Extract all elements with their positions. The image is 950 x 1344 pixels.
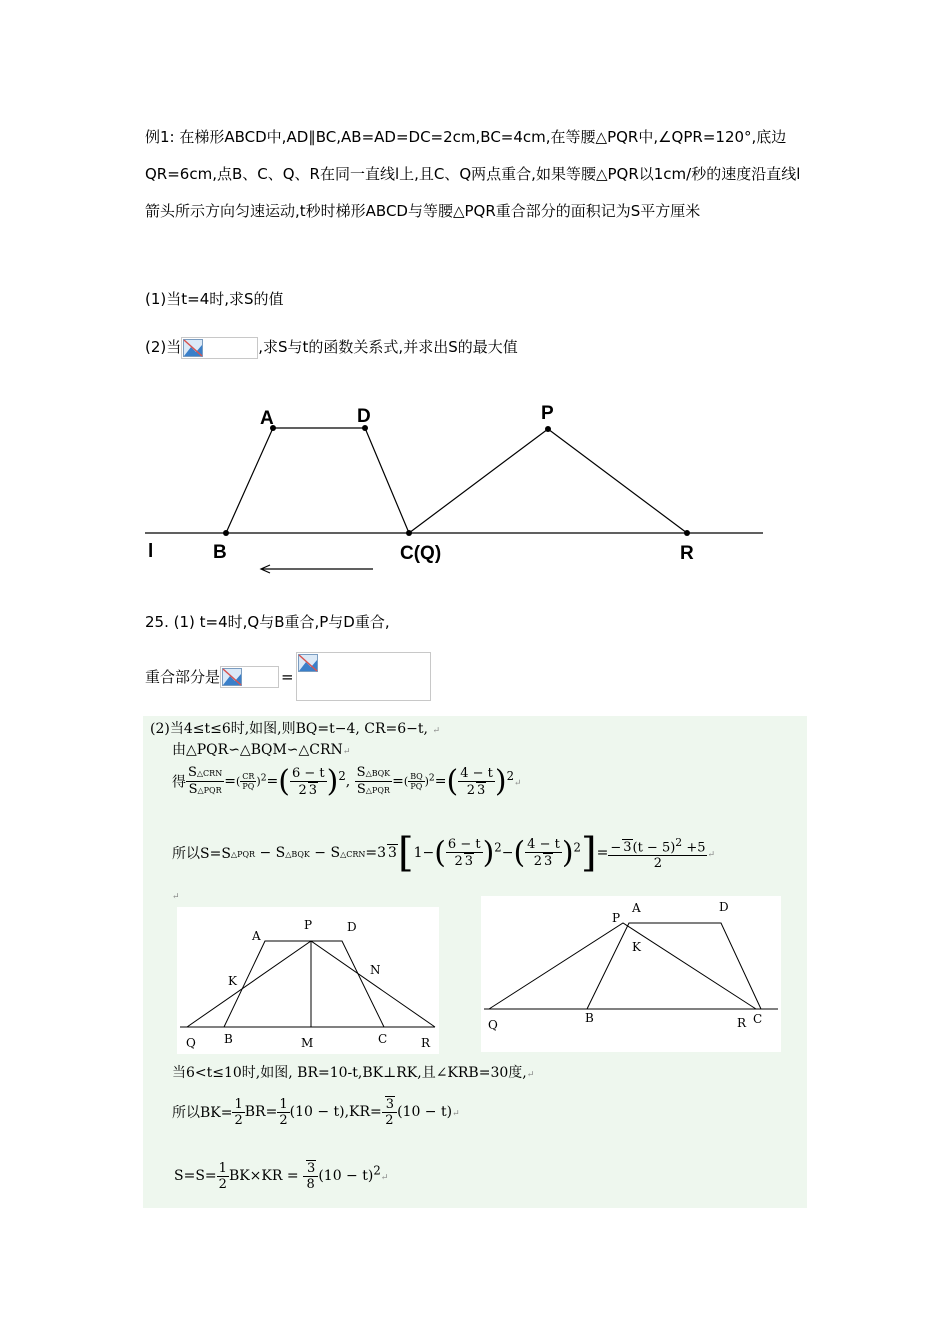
so-bk-text: 所以BK= bbox=[172, 1105, 233, 1121]
s-eq-text: S=S= bbox=[174, 1168, 217, 1184]
fig3-label-p: P bbox=[612, 911, 621, 925]
vertices bbox=[223, 425, 690, 536]
label-p: P bbox=[541, 403, 554, 424]
trapezoid-abcd bbox=[226, 428, 409, 533]
overlap-prefix: 重合部分是 bbox=[145, 668, 221, 686]
fig3-label-b: B bbox=[585, 1011, 594, 1025]
fig2-label-q: Q bbox=[186, 1036, 196, 1050]
formula-s-line: 所以S=S△PQR − S△BQK − S△CRN=3 3[1−( $\frac{6 - t}{2 3}$ )$^2$−( $\frac{4 - t}{2 3}$ )$^2$]= $\frac{- 3(t - 5)^2 +5}{2}$ ↵ bbox=[172, 830, 716, 876]
equals-sign: = bbox=[281, 667, 294, 686]
paragraph-mark-icon: ↵ bbox=[432, 726, 440, 736]
q2-suffix: ,求S与t的函数关系式,并求出S的最大值 bbox=[258, 338, 518, 356]
formula-ratio-line: 得 $\frac{\text{S△CRN}}{\text{S△PQR}}$ =( $\frac{CR}{PQ}$ )$^2$=( $\frac{6 - t}{2 3}$ )$^2$, $\frac{\text{S△BQK}}{\text{S△PQR}}$ =( $\frac{BQ}{PQ}$ )$^2$=( $\frac{4 - t}{2 3}$ )$^2$↵ bbox=[172, 764, 522, 799]
frac-s-ratio-1: $\frac{\text{S△CRN}}{\text{S△PQR}}$ bbox=[188, 765, 223, 797]
paragraph-mark-icon: ↵ bbox=[452, 1109, 460, 1119]
paragraph-mark-icon: ↵ bbox=[172, 892, 180, 902]
problem-intro: 例1: 在梯形ABCD中,AD∥BC,AB=AD=DC=2cm,BC=4cm,在等腰△PQR中,∠QPR=120°,底边QR=6cm,点B、C、Q、R在同一直线l上,且C、Q两点重合,如果等腰△PQR以1cm/秒的速度沿直线l箭头所示方向匀速运动,t秒时梯形ABCD与等腰△PQR重合部分的面积记为S平方厘米 bbox=[145, 128, 801, 220]
paragraph-mark-icon: ↵ bbox=[707, 850, 716, 860]
label-cq: C(Q) bbox=[400, 543, 442, 564]
label-l: l bbox=[148, 541, 154, 562]
formula-s-final: S=S= $\frac{1}{2}$ BK×KR = $\frac{3}{8}$ $(10 - t)^2↵$ bbox=[174, 1160, 389, 1192]
green-line-2 bbox=[172, 739, 350, 759]
fig3-label-k: K bbox=[632, 940, 641, 954]
green-line-2-text: 由△PQR∽△BQM∽△CRN bbox=[172, 742, 343, 758]
label-a: A bbox=[260, 408, 274, 429]
paragraph-mark-icon: ↵ bbox=[514, 778, 522, 789]
question-1: (1)当t=4时,求S的值 bbox=[145, 290, 284, 308]
so-s-text: 所以S=S bbox=[172, 846, 231, 862]
green-line-1 bbox=[150, 718, 440, 738]
formula-bk-line: 所以BK= $\frac{1}{2}$ BR= $\frac{1}{2}$ (10 − t),KR= $\frac{3}{2}$ (10 − t)↵ bbox=[172, 1096, 460, 1128]
fig3-label-q: Q bbox=[488, 1018, 498, 1032]
frac-s-ratio-2: $\frac{\text{S△BQK}}{\text{S△PQR}}$ bbox=[356, 765, 391, 797]
figure-case-6-10 bbox=[481, 896, 781, 1052]
fig3-label-c: C bbox=[753, 1012, 763, 1026]
image-icon bbox=[183, 339, 203, 357]
paragraph-mark-icon: ↵ bbox=[380, 1173, 389, 1183]
green-line-5 bbox=[172, 1062, 534, 1082]
fig2-label-a: A bbox=[252, 929, 261, 943]
comma: , bbox=[345, 773, 351, 790]
fig2-label-m: M bbox=[301, 1036, 314, 1050]
image-icon bbox=[298, 654, 318, 672]
triangle-pqr bbox=[409, 429, 687, 533]
fig2-label-p: P bbox=[304, 918, 313, 932]
broken-image-placeholder bbox=[181, 337, 258, 359]
paragraph-mark-icon: ↵ bbox=[342, 747, 351, 757]
green-line-5-text: 当6<t≤10时,如图, BR=10-t,BK⊥RK,且∠KRB=30度, bbox=[172, 1065, 527, 1081]
fig2-label-b: B bbox=[224, 1032, 233, 1046]
broken-image-placeholder-3 bbox=[296, 652, 431, 701]
paragraph-mark-icon: ↵ bbox=[526, 1070, 535, 1080]
broken-image-placeholder-2 bbox=[220, 666, 279, 688]
figure-case-4-6 bbox=[177, 907, 439, 1054]
fig3-label-a: A bbox=[632, 901, 641, 915]
label-b: B bbox=[213, 542, 227, 563]
fig2-label-k: K bbox=[228, 974, 237, 988]
q2-prefix: (2)当 bbox=[145, 338, 182, 356]
green-line-1-text: (2)当4≤t≤6时,如图,则BQ=t−4, CR=6−t, bbox=[150, 721, 428, 737]
image-icon bbox=[222, 668, 242, 686]
fig3-label-r: R bbox=[737, 1016, 747, 1030]
fig2-label-n: N bbox=[370, 963, 381, 977]
question-2 bbox=[145, 336, 518, 359]
fig2-label-d: D bbox=[347, 920, 357, 934]
label-d: D bbox=[357, 406, 371, 427]
de-text: 得 bbox=[172, 774, 186, 791]
fig2-label-r: R bbox=[421, 1036, 431, 1050]
solution-line-1: 25. (1) t=4时,Q与B重合,P与D重合, bbox=[145, 613, 390, 631]
label-r: R bbox=[680, 543, 694, 564]
fig3-label-d: D bbox=[719, 900, 729, 914]
fig2-label-c: C bbox=[378, 1032, 388, 1046]
figure-trapezoid-triangle bbox=[140, 395, 770, 580]
solution-line-2 bbox=[145, 652, 431, 701]
